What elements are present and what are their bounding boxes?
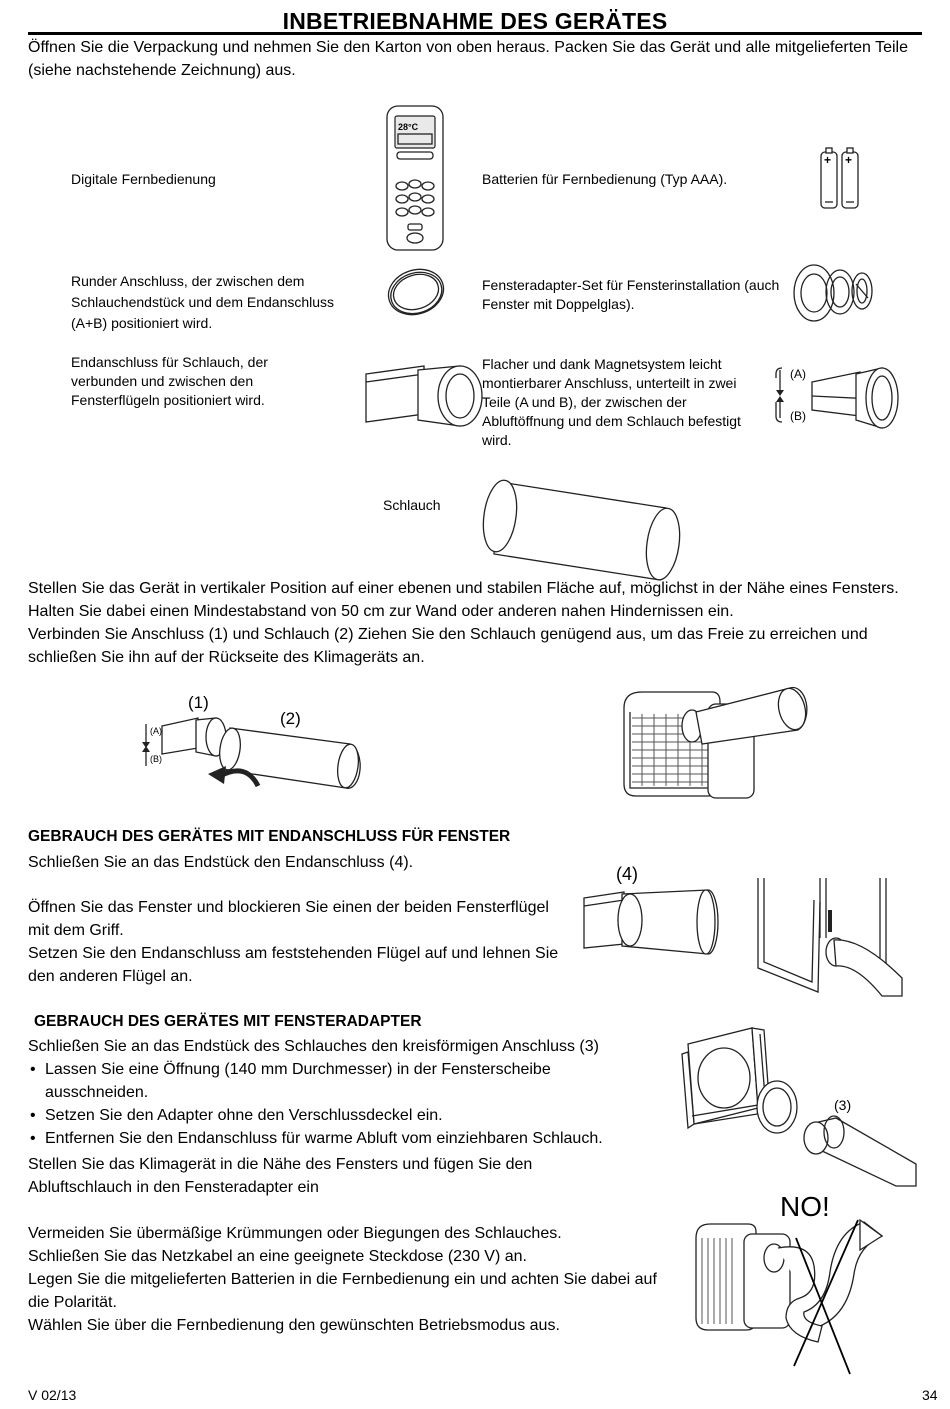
- end-line-1: Schließen Sie an das Endstück den Endanschluss (4).: [28, 854, 414, 871]
- title-bar: [28, 8, 922, 35]
- label-round-connector: Runder Anschluss, der zwischen dem Schlauchendstück und dem Endanschluss (A+B) positioniert wird.: [71, 273, 335, 331]
- label-four: (4): [616, 864, 638, 884]
- label-batteries: Batterien für Fernbedienung (Typ AAA).: [482, 171, 728, 187]
- ac-unit-rear-illustration: [612, 684, 812, 808]
- intro-text: Öffnen Sie die Verpackung und nehmen Sie den Karton von oben heraus. Packen Sie das Gerät und alle mitgelieferten Teile (siehe nachstehende Zeichnung) aus.: [28, 39, 908, 79]
- remote-display-text: 28°C: [398, 122, 419, 132]
- end-connector-illustration: [362, 360, 492, 432]
- setup-line-3: Verbinden Sie Anschluss (1) und Schlauch (2) Ziehen Sie den Schlauch genügend aus, um das Freie zu erreichen und schließen Sie ihn auf der Rückseite des Klimageräts an.: [28, 626, 868, 666]
- adapter-bullet-2: • Setzen Sie den Adapter ohne den Verschlussdeckel ein.: [28, 1104, 618, 1127]
- heading-window-adapter: GEBRAUCH DES GERÄTES MIT FENSTERADAPTER: [34, 1013, 422, 1030]
- label-two: (2): [280, 709, 301, 728]
- label-a-small: (A): [150, 726, 162, 736]
- hose-with-round-connector-illustration: [796, 1094, 926, 1186]
- label-window-adapter: Fensteradapter-Set für Fensterinstallation (auch Fenster mit Doppelglas).: [482, 277, 780, 312]
- end-line-2: Öffnen Sie das Fenster und blockieren Sie einen der beiden Fensterflügel mit dem Griff.: [28, 899, 549, 939]
- round-connector-illustration: [384, 264, 448, 320]
- hose-illustration: [478, 470, 698, 582]
- adapter-bullet-3: • Entfernen Sie den Endanschluss für warme Abluft vom einziehbaren Schlauch.: [28, 1127, 618, 1150]
- final-line-2: Schließen Sie das Netzkabel an eine geeignete Steckdose (230 V) an.: [28, 1248, 527, 1265]
- svg-text:+: +: [824, 153, 832, 167]
- label-one: (1): [188, 693, 209, 712]
- label-three: (3): [834, 1097, 852, 1113]
- heading-end-connector: GEBRAUCH DES GERÄTES MIT ENDANSCHLUSS FÜR FENSTER: [28, 828, 511, 845]
- batteries-illustration: [818, 146, 864, 210]
- connection-diagram: [138, 690, 368, 800]
- end-line-3: Setzen Sie den Endanschluss am feststehenden Flügel auf und lehnen Sie den anderen Flügel an.: [28, 945, 559, 985]
- final-line-3: Legen Sie die mitgelieferten Batterien in die Fernbedienung ein und achten Sie dabei auf die Polarität.: [28, 1271, 657, 1311]
- footer-page-number: 34: [922, 1387, 938, 1403]
- setup-line-2: Halten Sie dabei einen Mindestabstand von 50 cm zur Wand oder anderen nahen Hindernissen ein.: [28, 603, 734, 620]
- adapter-line-2: Stellen Sie das Klimagerät in die Nähe des Fensters und fügen Sie den Abluftschlauch in den Fensteradapter ein: [28, 1156, 533, 1196]
- flat-connector-illustration: [770, 360, 905, 432]
- final-line-1: Vermeiden Sie übermäßige Krümmungen oder Biegungen des Schlauches.: [28, 1225, 562, 1242]
- adapter-line-1: Schließen Sie an das Endstück des Schlauches den kreisförmigen Anschluss (3): [28, 1038, 599, 1055]
- svg-text:+: +: [845, 153, 853, 167]
- footer-version: V 02/13: [28, 1387, 77, 1403]
- adapter-bullet-1: • Lassen Sie eine Öffnung (140 mm Durchmesser) in der Fensterscheibe ausschneiden.: [28, 1058, 618, 1104]
- label-no: NO!: [780, 1191, 830, 1222]
- label-remote: Digitale Fernbedienung: [71, 171, 216, 187]
- setup-line-1: Stellen Sie das Gerät in vertikaler Position auf einer ebenen und stabilen Fläche auf, möglichst in der Nähe eines Fensters.: [28, 580, 899, 597]
- label-a: (A): [790, 367, 806, 381]
- label-flat-connector: Flacher und dank Magnetsystem leicht montierbarer Anschluss, unterteilt in zwei Teile (A und B), der zwischen der Abluftöffnung und dem Schlauch befestigt wird.: [482, 356, 741, 448]
- end-connector-hose-illustration: [580, 860, 720, 960]
- round-adapter-ring-illustration: [752, 1078, 802, 1136]
- label-b-small: (B): [150, 754, 162, 764]
- remote-control-illustration: [385, 104, 445, 252]
- adapter-bullet-list: [28, 1058, 618, 1150]
- window-adapter-illustration: [790, 262, 885, 324]
- incorrect-bending-illustration: [690, 1186, 890, 1386]
- page-title: INBETRIEBNAHME DES GERÄTES: [282, 8, 668, 34]
- label-hose: Schlauch: [383, 497, 441, 513]
- label-b: (B): [790, 409, 806, 423]
- label-end-connector: Endanschluss für Schlauch, der verbunden und zwischen den Fensterflügeln positioniert wird.: [71, 354, 268, 408]
- window-installation-illustration: [752, 878, 902, 996]
- final-line-4: Wählen Sie über die Fernbedienung den gewünschten Betriebsmodus aus.: [28, 1317, 560, 1334]
